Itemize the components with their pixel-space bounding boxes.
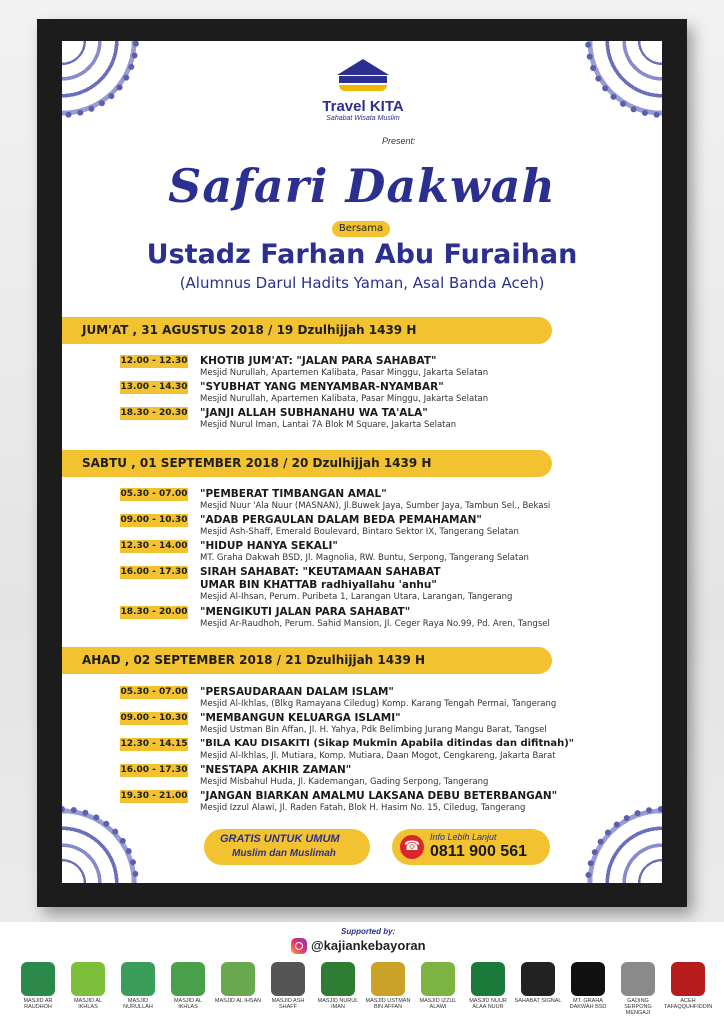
sponsor-item (514, 962, 562, 1004)
sponsor-logo-icon (571, 962, 605, 996)
supported-label: Supported by: (341, 927, 396, 936)
poster (62, 41, 662, 883)
venue: Mesjid Al-Ikhlas, Jl. Mutiara, Komp. Mutiara, Daan Mogot, Cengkareng, Jakarta Barat (200, 751, 556, 761)
venue: Mesjid Izzul Alawi, Jl. Raden Fatah, Blok H. Hasim No. 15, Ciledug, Tangerang (200, 803, 526, 813)
sponsor-item (564, 962, 612, 1010)
time-badge: 13.00 - 14.30 (120, 382, 188, 392)
sponsor-logo-icon (121, 962, 155, 996)
instagram-icon (291, 938, 307, 954)
venue: Mesjid Nuur 'Ala Nuur (MASNAN), Jl.Buwek Jaya, Sumber Jaya, Tambun Sel., Bekasi (200, 501, 551, 511)
sponsor-item (414, 962, 462, 1010)
logo-tagline: Sahabat Wisata Muslim (326, 115, 400, 122)
topic: "MEMBANGUN KELUARGA ISLAMI" (200, 712, 401, 724)
topic: "MENGIKUTI JALAN PARA SAHABAT" (200, 606, 411, 618)
time-badge: 05.30 - 07.00 (120, 489, 188, 499)
sponsor-logo-icon (671, 962, 705, 996)
phone-icon: ☎ (400, 835, 424, 859)
sponsor-logo-icon (321, 962, 355, 996)
topic-continued: UMAR BIN KHATTAB radhiyallahu 'anhu" (200, 579, 437, 591)
time-badge: 16.00 - 17.30 (120, 765, 188, 775)
topic: KHOTIB JUM'AT: "JALAN PARA SAHABAT" (200, 355, 437, 367)
venue: Mesjid Nurul Iman, Lantai 7A Blok M Square, Jakarta Selatan (200, 420, 457, 430)
sponsor-item (64, 962, 112, 1010)
sponsor-item (164, 962, 212, 1010)
sponsor-logo-icon (21, 962, 55, 996)
time-badge: 18.30 - 20.00 (120, 607, 188, 617)
venue: Mesjid Al-Ikhlas, (Blkg Ramayana Ciledug) Komp. Karang Tengah Permai, Tangerang (200, 699, 557, 709)
phone-number: 0811 900 561 (430, 843, 527, 860)
venue: Mesjid Ustman Bin Affan, Jl. H. Yahya, Pdk Belimbing Jurang Mangu Barat, Tangsel (200, 725, 547, 735)
speaker-name: Ustadz Farhan Abu Furaihan (146, 239, 578, 270)
sponsor-logo-icon (621, 962, 655, 996)
sponsor-name: MASJID NURULLAH (123, 998, 153, 1010)
day-title: JUM'AT , 31 AGUSTUS 2018 / 19 Dzulhijjah 1439 H (82, 323, 417, 337)
topic: "JANGAN BIARKAN AMALMU LAKSANA DEBU BETERBANGAN" (200, 790, 558, 802)
venue: Mesjid Ar-Raudhoh, Perum. Sahid Mansion, Jl. Ceger Raya No.99, Pd. Aren, Tangsel (200, 619, 550, 629)
sponsor-logo-icon (371, 962, 405, 996)
bersama-badge: Bersama (332, 221, 390, 237)
sponsor-item (464, 962, 512, 1010)
instagram-handle: @kajiankebayoran (311, 938, 426, 953)
topic: "HIDUP HANYA SEKALI" (200, 540, 338, 552)
day-title: SABTU , 01 SEPTEMBER 2018 / 20 Dzulhijjah 1439 H (82, 456, 432, 470)
topic: "ADAB PERGAULAN DALAM BEDA PEMAHAMAN" (200, 514, 482, 526)
sponsor-item (364, 962, 412, 1010)
sponsor-name: MASJID AL IKHLAS (173, 998, 203, 1010)
sponsor-name: MASJID NUUR ALAA NUUR (469, 998, 507, 1010)
day-header-friday (62, 317, 552, 344)
day-header-saturday (62, 450, 552, 477)
time-badge: 09.00 - 10.30 (120, 515, 188, 525)
topic: "JANJI ALLAH SUBHANAHU WA TA'ALA" (200, 407, 428, 419)
time-badge: 16.00 - 17.30 (120, 567, 188, 577)
free-admission-pill (204, 829, 370, 865)
time-badge: 12.00 - 12.30 (120, 356, 188, 366)
venue: MT. Graha Dakwah BSD, Jl. Magnolia, RW. Buntu, Serpong, Tangerang Selatan (200, 553, 529, 563)
sponsor-logo-icon (521, 962, 555, 996)
topic: SIRAH SAHABAT: "KEUTAMAAN SAHABAT (200, 566, 441, 578)
sponsor-logo-icon (71, 962, 105, 996)
sponsor-name: SAHABAT SIGNAL (514, 998, 562, 1004)
topic: "PEMBERAT TIMBANGAN AMAL" (200, 488, 387, 500)
speaker-note: (Alumnus Darul Hadits Yaman, Asal Banda Aceh) (179, 274, 545, 292)
kaaba-logo-icon (333, 59, 393, 99)
venue: Mesjid Al-Ihsan, Perum. Puribeta 1, Larangan Utara, Larangan, Tangerang (200, 592, 513, 602)
sponsor-logo-icon (421, 962, 455, 996)
time-badge: 12.30 - 14.00 (120, 541, 188, 551)
sponsor-logo-icon (471, 962, 505, 996)
sponsor-name: MASJID AL IHSAN (214, 998, 262, 1004)
logo-title: Travel KITA (322, 98, 404, 115)
venue: Mesjid Ash-Shaff, Emerald Boulevard, Bintaro Sektor IX, Tangerang Selatan (200, 527, 519, 537)
sponsor-name: ACEH TAFAQQUHFIDDIN (664, 998, 713, 1010)
sponsor-name: MASJID USTMAN BIN AFFAN (365, 998, 411, 1010)
sponsor-logo-icon (171, 962, 205, 996)
venue: Mesjid Misbahul Huda, Jl. Kademangan, Gading Serpong, Tangerang (200, 777, 489, 787)
sponsor-item (114, 962, 162, 1010)
topic: "BILA KAU DISAKITI (Sikap Mukmin Apabila ditindas dan difitnah)" (200, 738, 574, 749)
mandala-ornament-top-right (577, 41, 662, 126)
poster-frame (37, 19, 687, 907)
sponsor-item (14, 962, 62, 1010)
audience-text: Muslim dan Muslimah (232, 848, 336, 859)
topic: "PERSAUDARAAN DALAM ISLAM" (200, 686, 394, 698)
day-header-sunday (62, 647, 552, 674)
mandala-ornament-top-left (62, 41, 147, 126)
sponsor-logo-icon (221, 962, 255, 996)
present-label: Present: (382, 136, 416, 146)
time-badge: 18.30 - 20.30 (120, 408, 188, 418)
venue: Mesjid Nurullah, Apartemen Kalibata, Pasar Minggu, Jakarta Selatan (200, 394, 489, 404)
sponsor-name: MASJID ASH SHAFF (271, 998, 305, 1010)
info-label: Info Lebih Lanjut (430, 832, 497, 842)
day-title: AHAD , 02 SEPTEMBER 2018 / 21 Dzulhijjah 1439 H (82, 653, 426, 667)
venue: Mesjid Nurullah, Apartemen Kalibata, Pasar Minggu, Jakarta Selatan (200, 368, 489, 378)
sponsor-logo-icon (271, 962, 305, 996)
free-admission-text: GRATIS UNTUK UMUM (220, 833, 340, 845)
sponsors-strip (0, 922, 724, 1024)
sponsor-name: MT. GRAHA DAKWAH BSD (569, 998, 607, 1010)
sponsor-name: MASJID AL IKHLAS (73, 998, 103, 1010)
mandala-ornament-bottom-left (62, 798, 147, 883)
sponsor-name: MASJID IZZUL ALAWI (419, 998, 457, 1010)
sponsor-name: MASJID AR RAUDHOH (23, 998, 53, 1010)
sponsor-name: MASJID NURUL IMAN (317, 998, 359, 1010)
travel-kita-logo (320, 59, 406, 122)
sponsor-name: GADING SERPONG MENGAJI (624, 998, 652, 1016)
sponsor-item (614, 962, 662, 1016)
time-badge: 09.00 - 10.30 (120, 713, 188, 723)
time-badge: 12.30 - 14.15 (120, 739, 188, 749)
sponsor-item (214, 962, 262, 1004)
sponsor-item (664, 962, 712, 1010)
mandala-ornament-bottom-right (577, 798, 662, 883)
event-title: Safari Dakwah (168, 159, 556, 213)
time-badge: 19.30 - 21.00 (120, 791, 188, 801)
topic: "NESTAPA AKHIR ZAMAN" (200, 764, 352, 776)
contact-pill (392, 829, 550, 865)
topic: "SYUBHAT YANG MENYAMBAR-NYAMBAR" (200, 381, 444, 393)
sponsor-item (314, 962, 362, 1010)
time-badge: 05.30 - 07.00 (120, 687, 188, 697)
sponsor-item (264, 962, 312, 1010)
